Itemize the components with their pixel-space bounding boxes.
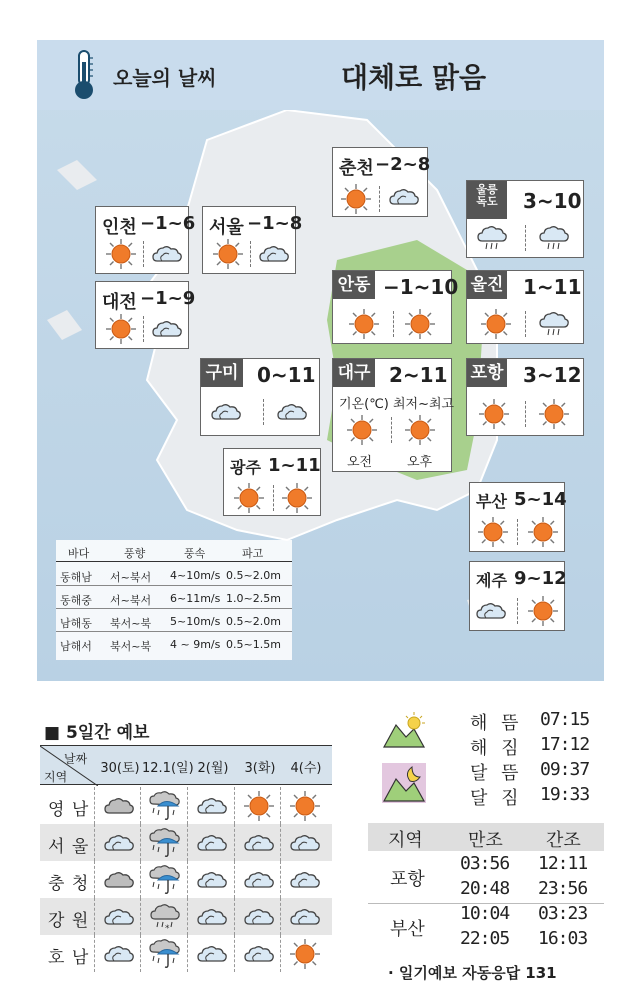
tide-header-cell: 간조 — [546, 830, 581, 851]
rain-icon — [537, 221, 571, 255]
rain-icon — [475, 221, 509, 255]
column-divider — [187, 787, 188, 824]
forecast-region: 서 울 — [48, 837, 90, 857]
column-divider — [234, 898, 235, 935]
column-divider — [234, 824, 235, 861]
forecast-title: ■ 5일간 예보 — [44, 723, 150, 743]
moonset-label: 달 짐 — [470, 788, 523, 809]
divider — [525, 401, 526, 427]
city-card-gumi[interactable] — [200, 358, 320, 436]
divider — [517, 519, 518, 545]
column-divider — [187, 861, 188, 898]
divider — [525, 225, 526, 251]
sea-cell: 4~10m/s — [170, 569, 221, 582]
sea-cell: 0.5~2.0m — [226, 615, 281, 628]
divider — [393, 311, 394, 337]
sea-row — [56, 611, 292, 632]
city-name: 부산 — [476, 492, 507, 511]
sun-icon — [526, 515, 560, 549]
column-divider — [94, 898, 95, 935]
forecast-region: 강 원 — [48, 911, 90, 931]
city-name: 춘천 — [339, 158, 374, 179]
partly-cloudy-icon — [387, 180, 421, 214]
tide-high: 22:05 — [460, 928, 510, 949]
tide-location: 포항 — [390, 869, 425, 890]
partly-cloudy-icon — [102, 900, 136, 934]
city-temp: −1~9 — [140, 288, 196, 309]
column-divider — [280, 787, 281, 824]
column-divider — [140, 824, 141, 861]
sun-icon — [477, 397, 511, 431]
sun-icon — [232, 481, 266, 515]
city-temp: 3~12 — [523, 363, 582, 387]
column-divider — [234, 787, 235, 824]
forecast-row — [40, 935, 332, 972]
city-card-incheon[interactable] — [95, 206, 196, 274]
footer-hotline: · 일기예보 자동응답 131 — [388, 964, 557, 982]
partly-cloudy-icon — [242, 826, 276, 860]
city-name: 안동 — [333, 271, 375, 299]
partly-cloudy-icon — [195, 826, 229, 860]
divider — [143, 316, 144, 342]
city-card-andong[interactable] — [332, 270, 459, 344]
divider — [517, 598, 518, 624]
sea-header-cell: 파고 — [242, 547, 264, 560]
sea-cell: 북서~북 — [110, 640, 152, 653]
city-card-jeju[interactable] — [469, 561, 565, 631]
sea-cell: 0.5~2.0m — [226, 569, 281, 582]
city-name: 울진 — [467, 271, 507, 299]
column-divider — [187, 898, 188, 935]
divider — [391, 417, 392, 443]
city-card-daejeon[interactable] — [95, 281, 196, 349]
forecast-day-header: 30(토) — [100, 761, 140, 776]
column-divider — [140, 861, 141, 898]
sun-icon — [347, 307, 381, 341]
tide-header — [368, 823, 604, 851]
column-divider — [94, 824, 95, 861]
am-label: 오전 — [347, 455, 373, 470]
partly-cloudy-icon — [242, 900, 276, 934]
partly-cloudy-icon — [257, 237, 291, 271]
forecast-row — [40, 861, 332, 898]
partly-cloudy-icon — [102, 937, 136, 971]
city-card-ulleung[interactable] — [466, 180, 584, 258]
sea-cell: 서~북서 — [110, 571, 152, 584]
forecast-day-header: 12.1(일) — [142, 761, 194, 776]
partly-cloudy-icon — [195, 789, 229, 823]
tide-low: 23:56 — [538, 878, 588, 899]
sun-icon — [104, 237, 138, 271]
sun-icon — [476, 515, 510, 549]
city-card-gwangju[interactable] — [223, 448, 321, 516]
column-divider — [187, 935, 188, 972]
pm-label: 오후 — [407, 455, 433, 470]
moonrise-label: 달 뜸 — [470, 763, 523, 784]
rain-icon — [537, 307, 571, 341]
sunset-time: 17:12 — [540, 734, 590, 755]
city-card-uljin[interactable] — [466, 270, 584, 344]
sea-cell: 6~11m/s — [170, 592, 221, 605]
partly-cloudy-icon — [288, 900, 322, 934]
sea-cell: 5~10m/s — [170, 615, 221, 628]
column-divider — [280, 861, 281, 898]
tide-location: 부산 — [390, 919, 425, 940]
forecast-row — [40, 787, 332, 824]
sea-cell: 서~북서 — [110, 594, 152, 607]
city-temp: 0~11 — [257, 363, 316, 387]
sun-icon — [403, 307, 437, 341]
sea-header-cell: 풍속 — [184, 547, 206, 560]
sun-icon — [339, 182, 373, 216]
sun-icon — [104, 312, 138, 346]
tide-low: 16:03 — [538, 928, 588, 949]
city-temp: −1~8 — [247, 213, 303, 234]
sea-header-cell: 바다 — [68, 547, 90, 560]
city-name: 울릉 독도 — [467, 181, 507, 219]
partly-cloudy-icon — [195, 863, 229, 897]
rain-icon — [148, 789, 182, 823]
sea-table-header — [56, 540, 292, 562]
sun-icon — [537, 397, 571, 431]
city-temp: 1~11 — [268, 455, 321, 476]
sea-cell: 남해동 — [60, 617, 92, 630]
forecast-region: 영 남 — [48, 800, 90, 820]
partly-cloudy-icon — [288, 863, 322, 897]
corner-date-label: 날짜 — [64, 752, 88, 766]
moonset-time: 19:33 — [540, 784, 590, 805]
divider — [525, 311, 526, 337]
title-text: 오늘의 날씨 — [113, 66, 217, 90]
rain-snow-icon — [148, 900, 182, 934]
city-temp: 5~14 — [514, 489, 567, 510]
column-divider — [234, 935, 235, 972]
partly-cloudy-icon — [195, 900, 229, 934]
column-divider — [280, 935, 281, 972]
sea-row — [56, 588, 292, 609]
partly-cloudy-icon — [242, 863, 276, 897]
partly-cloudy-icon — [474, 594, 508, 628]
city-temp: 2~11 — [389, 363, 448, 387]
city-name: 서울 — [209, 217, 244, 238]
sea-conditions-table — [56, 540, 292, 660]
partly-cloudy-icon — [150, 237, 184, 271]
sun-icon — [288, 789, 322, 823]
rain-icon — [148, 863, 182, 897]
partly-cloudy-icon — [209, 395, 243, 429]
sun-icon — [211, 237, 245, 271]
city-card-chuncheon[interactable] — [332, 147, 431, 217]
rain-icon — [148, 826, 182, 860]
column-divider — [187, 824, 188, 861]
city-name: 구미 — [201, 359, 243, 387]
tide-low: 03:23 — [538, 903, 588, 924]
forecast-row — [40, 898, 332, 935]
tide-high: 20:48 — [460, 878, 510, 899]
sun-icon — [345, 413, 379, 447]
sea-cell: 동해중 — [60, 594, 92, 607]
moonrise-time: 09:37 — [540, 759, 590, 780]
sea-cell: 1.0~2.5m — [226, 592, 281, 605]
partly-cloudy-icon — [288, 826, 322, 860]
column-divider — [140, 898, 141, 935]
city-card-pohang[interactable] — [466, 358, 584, 436]
sun-icon — [403, 413, 437, 447]
tide-header-cell: 지역 — [388, 830, 423, 851]
sun-icon — [242, 789, 276, 823]
title-bar — [37, 40, 604, 110]
column-divider — [280, 898, 281, 935]
cloudy-icon — [102, 789, 136, 823]
sunset-label: 해 짐 — [470, 738, 523, 759]
sea-cell: 북서~북 — [110, 617, 152, 630]
divider — [250, 241, 251, 267]
partly-cloudy-icon — [275, 395, 309, 429]
cloudy-icon — [102, 863, 136, 897]
sea-cell: 남해서 — [60, 640, 92, 653]
divider — [263, 399, 264, 425]
city-name: 대구 — [333, 359, 375, 387]
tide-high: 03:56 — [460, 853, 510, 874]
column-divider — [234, 861, 235, 898]
city-name: 포항 — [467, 359, 507, 387]
sun-icon — [288, 937, 322, 971]
city-name: 대전 — [102, 292, 137, 313]
divider — [273, 485, 274, 511]
city-temp: −1~10 — [383, 275, 459, 299]
city-name: 광주 — [230, 458, 261, 477]
sea-cell: 동해남 — [60, 571, 92, 584]
column-divider — [280, 824, 281, 861]
column-divider — [94, 861, 95, 898]
sea-row — [56, 565, 292, 586]
partly-cloudy-icon — [102, 826, 136, 860]
rain-icon — [148, 937, 182, 971]
city-card-daegu[interactable] — [332, 358, 455, 472]
city-name: 인천 — [102, 217, 137, 238]
forecast-day-header: 3(화) — [244, 761, 276, 776]
forecast-region: 호 남 — [48, 948, 90, 968]
sunrise-icon — [382, 711, 426, 749]
sea-cell: 0.5~1.5m — [226, 638, 281, 651]
sun-icon — [280, 481, 314, 515]
column-divider — [94, 787, 95, 824]
city-name: 제주 — [476, 571, 507, 590]
partly-cloudy-icon — [150, 312, 184, 346]
column-divider — [140, 787, 141, 824]
column-divider — [94, 935, 95, 972]
sea-header-cell: 풍향 — [124, 547, 146, 560]
tide-high: 10:04 — [460, 903, 510, 924]
sun-icon — [526, 594, 560, 628]
sea-cell: 4 ~ 9m/s — [170, 638, 221, 651]
corner-region-label: 지역 — [44, 770, 68, 784]
partly-cloudy-icon — [195, 937, 229, 971]
city-temp: −1~6 — [140, 213, 196, 234]
city-temp: 9~12 — [514, 568, 567, 589]
divider — [379, 186, 380, 212]
tide-header-cell: 만조 — [468, 830, 503, 851]
city-temp: −2~8 — [375, 154, 431, 175]
city-temp: 3~10 — [523, 189, 582, 213]
forecast-day-header: 2(월) — [197, 761, 229, 776]
temp-legend: 기온(℃) 최저~최고 — [339, 397, 455, 412]
weather-summary: 대체로 맑음 — [341, 61, 486, 94]
column-divider — [140, 935, 141, 972]
city-card-seoul[interactable] — [202, 206, 303, 274]
thermometer-icon — [67, 48, 101, 102]
divider — [143, 241, 144, 267]
tide-low: 12:11 — [538, 853, 588, 874]
sunrise-label: 해 뜸 — [470, 713, 523, 734]
partly-cloudy-icon — [242, 937, 276, 971]
sunrise-time: 07:15 — [540, 709, 590, 730]
moon-icon — [382, 763, 426, 803]
forecast-day-header: 4(수) — [290, 761, 322, 776]
forecast-row — [40, 824, 332, 861]
sea-row — [56, 634, 292, 655]
sun-icon — [479, 307, 513, 341]
city-temp: 1~11 — [523, 275, 582, 299]
city-card-busan[interactable] — [469, 482, 565, 552]
forecast-region: 충 청 — [48, 874, 90, 894]
